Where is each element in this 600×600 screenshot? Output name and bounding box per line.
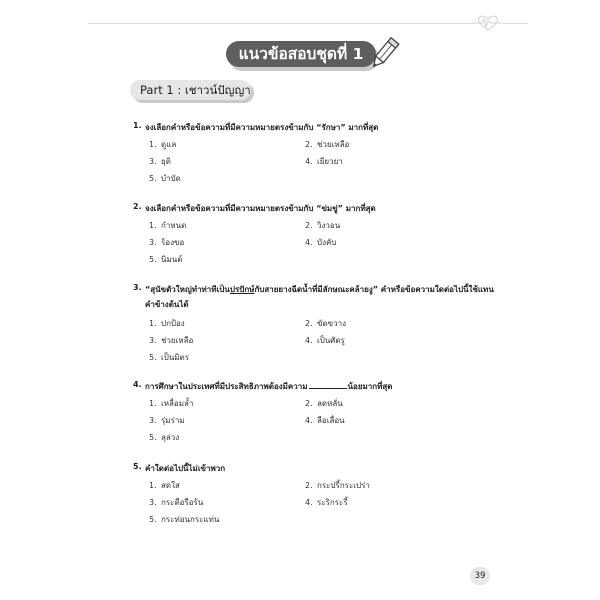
option-2	[305, 138, 349, 151]
question-text	[145, 380, 392, 393]
option-2	[305, 219, 340, 232]
option-number: 2.	[305, 221, 313, 230]
option-label: ระริกระรี้	[317, 498, 348, 507]
option-label: ลดหลั่น	[317, 399, 343, 408]
option-4	[305, 236, 336, 249]
heartbeat-icon	[474, 13, 502, 33]
page-number-badge	[470, 567, 490, 585]
option-4	[305, 414, 345, 427]
option-number: 4.	[305, 336, 313, 345]
option-number: 5.	[149, 433, 157, 442]
question-text	[145, 283, 494, 296]
page-number: 39	[474, 571, 486, 581]
option-label: ร้องขอ	[161, 238, 185, 247]
option-1	[149, 317, 185, 330]
option-label: เหลื่อมล้ำ	[161, 399, 194, 408]
question-number: 2.	[133, 202, 142, 211]
option-label: เป็นศัตรู	[317, 336, 345, 345]
option-number: 3.	[149, 157, 157, 166]
underlined-word: ปรปักษ์	[229, 285, 255, 294]
question-text-part: “สุนัขตัวใหญ่ทำท่าทีเป็น	[145, 285, 230, 294]
question-text-part: คำข้างต้นได้	[145, 300, 189, 309]
question-text-part: น้อยมากที่สุด	[347, 382, 393, 391]
option-5	[149, 351, 189, 364]
option-label: กระตือรือร้น	[161, 498, 204, 507]
option-1	[149, 397, 193, 410]
option-number: 3.	[149, 416, 157, 425]
option-number: 3.	[149, 238, 157, 247]
option-label: สดใส	[161, 481, 180, 490]
option-number: 4.	[305, 238, 313, 247]
page-title: แนวข้อสอบชุดที่ 1	[238, 45, 364, 63]
option-label: กระปรี้กระเปร่า	[317, 481, 370, 490]
part-heading	[130, 80, 262, 102]
option-label: นิมนต์	[161, 255, 183, 264]
question-text: คำใดต่อไปนี้ไม่เข้าพวก	[145, 464, 226, 473]
option-label: เป็นมิตร	[161, 353, 190, 362]
option-label: ยุติ	[161, 157, 171, 166]
question-number: 4.	[133, 380, 142, 389]
option-number: 4.	[305, 416, 313, 425]
option-1	[149, 138, 176, 151]
question-number: 5.	[133, 462, 142, 471]
question-number: 1.	[133, 121, 142, 130]
option-3	[149, 496, 203, 509]
option-label: กำหนด	[161, 221, 187, 230]
option-5	[149, 431, 179, 444]
question-text: จงเลือกคำหรือข้อความที่มีความหมายตรงข้ามกับ “ข่มขู่” มากที่สุด	[145, 204, 376, 213]
question-text-part: การศึกษาในประเทศที่มีประสิทธิภาพต้องมีความ	[145, 382, 308, 391]
option-label: รุ่มร่าม	[161, 416, 185, 425]
option-number: 4.	[305, 157, 313, 166]
option-label: ช่วยเหลือ	[317, 140, 350, 149]
option-number: 1.	[149, 140, 157, 149]
option-label: ลือเลื่อน	[317, 416, 345, 425]
question-number: 3.	[133, 283, 142, 292]
page-title-banner	[226, 41, 396, 75]
option-number: 2.	[305, 140, 313, 149]
option-3	[149, 236, 184, 249]
top-rule-right	[503, 23, 528, 24]
option-number: 1.	[149, 481, 157, 490]
option-5	[149, 253, 182, 266]
top-rule	[88, 23, 474, 24]
option-label: บำบัด	[161, 174, 181, 183]
option-number: 5.	[149, 353, 157, 362]
option-label: กระท่อนกระแท่น	[161, 515, 220, 524]
option-number: 2.	[305, 319, 313, 328]
option-number: 2.	[305, 481, 313, 490]
question-text: จงเลือกคำหรือข้อความที่มีความหมายตรงข้ามกับ “รักษา” มากที่สุด	[145, 123, 379, 132]
option-4	[305, 334, 345, 347]
option-number: 3.	[149, 498, 157, 507]
option-5	[149, 172, 181, 185]
option-number: 5.	[149, 174, 157, 183]
option-label: เยียวยา	[317, 157, 343, 166]
option-1	[149, 479, 180, 492]
option-label: ลุล่วง	[161, 433, 180, 442]
option-label: บังคับ	[317, 238, 337, 247]
option-4	[305, 496, 348, 509]
option-number: 5.	[149, 515, 157, 524]
answer-blank	[309, 381, 347, 389]
question-text-part: กับสายยางฉีดน้ำที่มีลักษณะคล้ายงู” คำหรือข้อความใดต่อไปนี้ใช้แทน	[254, 285, 494, 294]
option-label: ขัดขวาง	[317, 319, 347, 328]
option-number: 4.	[305, 498, 313, 507]
option-4	[305, 155, 343, 168]
option-number: 1.	[149, 319, 157, 328]
option-label: ช่วยเหลือ	[161, 336, 194, 345]
option-number: 1.	[149, 221, 157, 230]
option-1	[149, 219, 186, 232]
option-number: 2.	[305, 399, 313, 408]
option-3	[149, 334, 193, 347]
option-label: ปกป้อง	[161, 319, 185, 328]
part-label: Part 1 : เชาวน์ปัญญา	[140, 83, 251, 97]
option-5	[149, 513, 219, 526]
option-number: 1.	[149, 399, 157, 408]
pencil-icon	[368, 35, 400, 73]
option-2	[305, 479, 370, 492]
option-number: 5.	[149, 255, 157, 264]
option-3	[149, 155, 171, 168]
option-2	[305, 397, 343, 410]
option-label: ดูแล	[161, 140, 177, 149]
option-3	[149, 414, 185, 427]
option-number: 3.	[149, 336, 157, 345]
option-label: วิงวอน	[317, 221, 341, 230]
option-2	[305, 317, 346, 330]
